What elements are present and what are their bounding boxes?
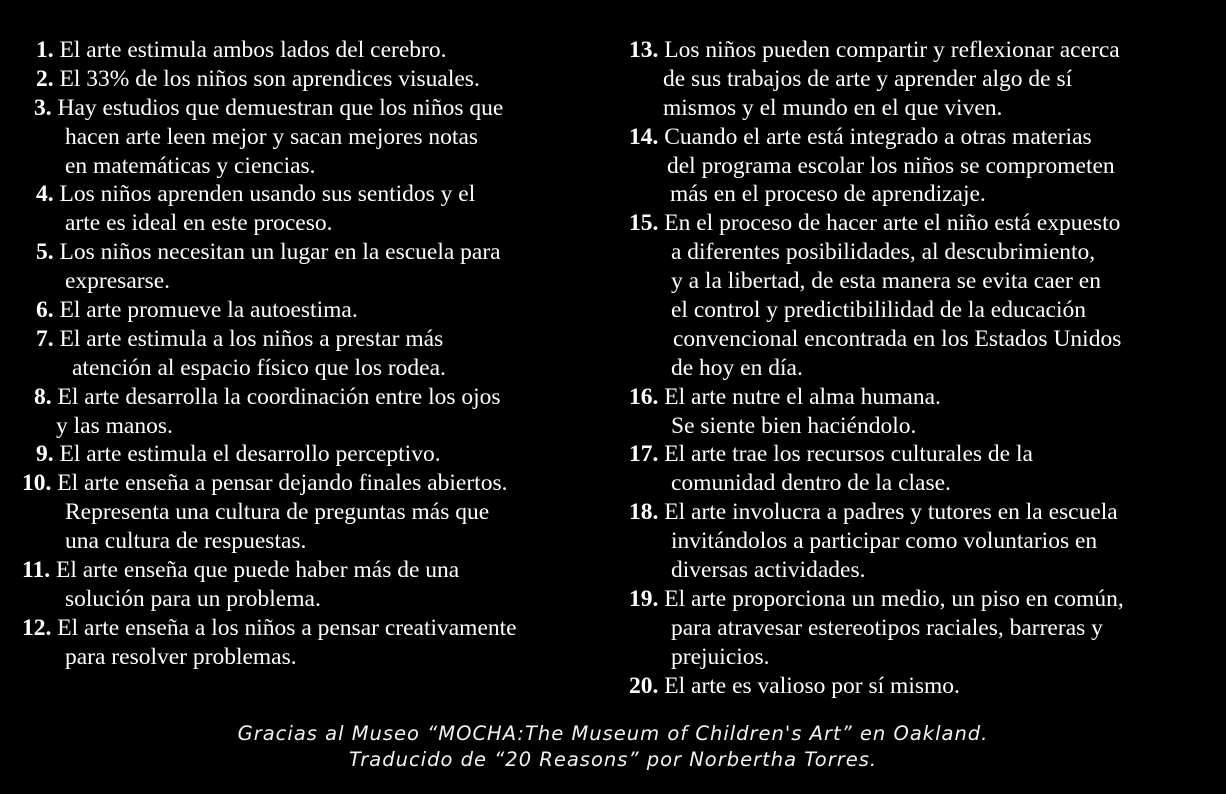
credits-footer bbox=[0, 721, 1226, 773]
reason-text: El arte es valioso por sí mismo. bbox=[664, 672, 960, 699]
reason-text: en matemáticas y ciencias. bbox=[65, 152, 316, 179]
reason-item-11 bbox=[20, 556, 610, 614]
reason-number: 15. bbox=[629, 210, 659, 237]
reason-text: El arte estimula ambos lados del cerebro. bbox=[59, 37, 447, 63]
reason-item-10 bbox=[20, 469, 610, 556]
reason-number: 9. bbox=[36, 441, 54, 468]
reason-text: a diferentes posibilidades, al descubrimiento, bbox=[671, 239, 1096, 266]
reason-text: el control y predictibililidad de la educación bbox=[671, 297, 1087, 324]
reason-text: El arte promueve la autoestima. bbox=[59, 297, 358, 324]
reason-text: El arte enseña que puede haber más de una bbox=[55, 557, 460, 584]
reason-number: 16. bbox=[629, 383, 659, 410]
reason-item-20 bbox=[622, 672, 1222, 701]
reason-text: Representa una cultura de preguntas más que bbox=[65, 499, 490, 526]
reason-number: 17. bbox=[629, 441, 659, 468]
reason-number: 18. bbox=[629, 499, 659, 526]
reasons-list-right bbox=[622, 36, 1222, 700]
reason-number: 20. bbox=[629, 672, 659, 699]
reason-text: Los niños necesitan un lugar en la escuela para bbox=[59, 239, 501, 266]
reason-text: hacen arte leen mejor y sacan mejores notas bbox=[65, 123, 479, 150]
reason-number: 10. bbox=[22, 470, 52, 497]
reason-text: de sus trabajos de arte y aprender algo de sí bbox=[663, 65, 1073, 92]
reason-item-3 bbox=[20, 94, 610, 181]
reason-item-8 bbox=[20, 383, 610, 441]
reason-text: para atravesar estereotipos raciales, barreras y bbox=[671, 614, 1103, 641]
reason-text: prejuicios. bbox=[671, 643, 770, 670]
reason-text: El 33% de los niños son aprendices visuales. bbox=[59, 65, 480, 92]
reason-item-5 bbox=[20, 238, 610, 296]
reason-item-7 bbox=[20, 325, 610, 383]
reason-item-16 bbox=[622, 383, 1222, 441]
reason-text: más en el proceso de aprendizaje. bbox=[670, 181, 986, 208]
reason-number: 5. bbox=[36, 239, 54, 266]
reason-item-4 bbox=[20, 180, 610, 238]
reason-item-12 bbox=[20, 614, 610, 672]
reason-item-9 bbox=[20, 440, 610, 469]
reason-text: arte es ideal en este proceso. bbox=[65, 210, 333, 237]
reason-text: En el proceso de hacer arte el niño está expuesto bbox=[664, 210, 1121, 237]
reason-item-17 bbox=[622, 440, 1222, 498]
reason-text: El arte trae los recursos culturales de la bbox=[664, 441, 1033, 468]
reason-text: convencional encontrada en los Estados Unidos bbox=[673, 325, 1122, 352]
reason-number: 12. bbox=[22, 614, 52, 641]
reason-text: invitándolos a participar como voluntarios en bbox=[671, 528, 1098, 555]
reason-text: El arte enseña a los niños a pensar creativamente bbox=[57, 614, 517, 641]
reason-text: comunidad dentro de la clase. bbox=[671, 470, 951, 497]
reason-text: El arte enseña a pensar dejando finales abiertos. bbox=[57, 470, 508, 497]
reason-text: El arte desarrolla la coordinación entre los ojos bbox=[57, 383, 501, 410]
reason-number: 3. bbox=[34, 94, 52, 121]
reason-text: solución para un problema. bbox=[65, 585, 321, 612]
credits-line-museum: Gracias al Museo “MOCHA:The Museum of Children's Art” en Oakland. bbox=[237, 722, 989, 745]
reason-number: 19. bbox=[629, 585, 659, 612]
reason-text: del programa escolar los niños se comprometen bbox=[667, 152, 1115, 179]
reason-text: una cultura de respuestas. bbox=[65, 528, 307, 555]
reason-text: diversas actividades. bbox=[671, 557, 866, 584]
reason-text: El arte estimula el desarrollo perceptivo. bbox=[59, 441, 441, 468]
reasons-list-left bbox=[20, 36, 610, 672]
reason-text: Los niños pueden compartir y reflexionar acerca bbox=[664, 37, 1120, 63]
reason-text: de hoy en día. bbox=[671, 354, 803, 381]
reason-text: El arte nutre el alma humana. bbox=[664, 383, 941, 410]
reason-text: mismos y el mundo en el que viven. bbox=[663, 94, 1003, 121]
reason-number: 8. bbox=[34, 383, 52, 410]
reason-number: 13. bbox=[629, 37, 659, 63]
reason-text: atención al espacio físico que los rodea. bbox=[72, 354, 446, 381]
reason-number: 7. bbox=[36, 325, 54, 352]
reason-text: Se siente bien haciéndolo. bbox=[671, 412, 917, 439]
reason-item-1 bbox=[20, 36, 610, 65]
reason-text: y las manos. bbox=[56, 412, 173, 439]
reason-text: El arte estimula a los niños a prestar más bbox=[59, 325, 444, 352]
reason-text: Hay estudios que demuestran que los niños que bbox=[57, 94, 504, 121]
reason-number: 2. bbox=[36, 65, 54, 92]
reason-text: El arte proporciona un medio, un piso en común, bbox=[664, 585, 1124, 612]
reason-number: 4. bbox=[36, 181, 54, 208]
reason-number: 1. bbox=[36, 37, 54, 63]
reason-item-14 bbox=[622, 123, 1222, 210]
reason-item-6 bbox=[20, 296, 610, 325]
reason-item-15 bbox=[622, 209, 1222, 382]
reason-text: Los niños aprenden usando sus sentidos y el bbox=[59, 181, 476, 208]
reason-text: expresarse. bbox=[65, 268, 171, 295]
reason-item-18 bbox=[622, 498, 1222, 585]
reason-text: y a la libertad, de esta manera se evita caer en bbox=[671, 268, 1101, 295]
reason-item-2 bbox=[20, 65, 610, 94]
reason-number: 6. bbox=[36, 297, 54, 324]
credits-line-translation: Traducido de “20 Reasons” por Norbertha Torres. bbox=[348, 748, 878, 771]
reason-text: Cuando el arte está integrado a otras materias bbox=[664, 123, 1092, 150]
reason-number: 14. bbox=[629, 123, 659, 150]
reason-number: 11. bbox=[22, 557, 51, 584]
reason-text: para resolver problemas. bbox=[65, 643, 297, 670]
reason-text: El arte involucra a padres y tutores en la escuela bbox=[664, 499, 1118, 526]
reason-item-13 bbox=[622, 36, 1222, 123]
reason-item-19 bbox=[622, 585, 1222, 672]
